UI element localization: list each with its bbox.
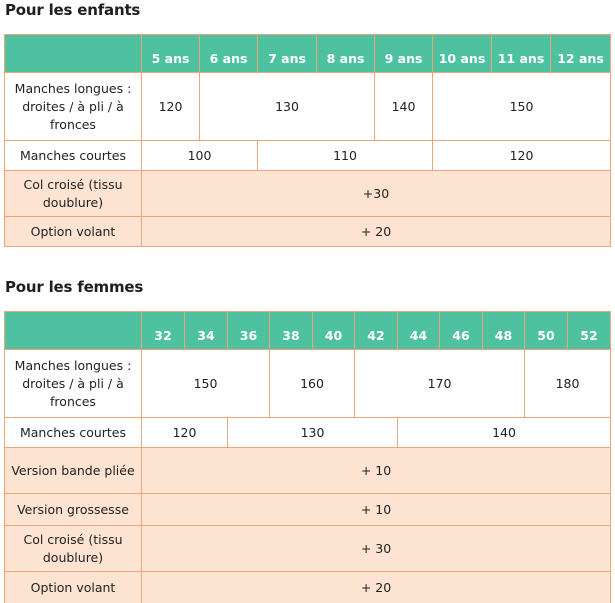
value-cell: 110	[258, 141, 433, 171]
section-title-children: Pour les enfants	[5, 1, 141, 19]
children-size-table	[4, 34, 611, 247]
row-label: Version bande pliée	[5, 448, 142, 494]
size-header-cell: 5 ans	[142, 35, 200, 73]
row-label: Manches courtes	[5, 418, 142, 448]
value-cell: + 30	[142, 526, 611, 572]
size-header-cell: 42	[355, 312, 398, 350]
size-header-cell: 8 ans	[317, 35, 375, 73]
row-label: Option volant	[5, 572, 142, 603]
value-cell: +30	[142, 171, 611, 217]
table-row	[5, 494, 611, 526]
size-header-cell: 12 ans	[551, 35, 611, 73]
value-cell: 160	[270, 350, 355, 418]
size-header-cell: 50	[525, 312, 568, 350]
section-title-women: Pour les femmes	[5, 278, 144, 296]
size-header-cell: 36	[228, 312, 270, 350]
value-cell: + 20	[142, 572, 611, 603]
size-header-cell: 11 ans	[492, 35, 551, 73]
size-header-cell: 10 ans	[433, 35, 492, 73]
value-cell: + 20	[142, 217, 611, 247]
value-cell: 120	[142, 418, 228, 448]
table-row	[5, 217, 611, 247]
value-cell: 140	[398, 418, 611, 448]
size-header-cell: 40	[313, 312, 355, 350]
size-header-cell: 44	[398, 312, 440, 350]
table-row	[5, 572, 611, 603]
table-row	[5, 141, 611, 171]
value-cell: 130	[200, 73, 375, 141]
table-row	[5, 526, 611, 572]
size-header-cell: 32	[142, 312, 185, 350]
table-row	[5, 350, 611, 418]
row-label: Manches longues : droites / à pli / à fronces	[5, 350, 142, 418]
row-label: Col croisé (tissu doublure)	[5, 526, 142, 572]
value-cell: 180	[525, 350, 611, 418]
value-cell: 120	[433, 141, 611, 171]
header-empty-cell	[5, 35, 142, 73]
size-header-cell: 34	[185, 312, 228, 350]
size-header-cell: 7 ans	[258, 35, 317, 73]
table-row	[5, 448, 611, 494]
size-header-cell: 48	[483, 312, 525, 350]
row-label: Manches longues : droites / à pli / à fronces	[5, 73, 142, 141]
value-cell: 170	[355, 350, 525, 418]
size-header-cell: 46	[440, 312, 483, 350]
size-header-cell: 6 ans	[200, 35, 258, 73]
value-cell: 150	[433, 73, 611, 141]
women-header-row	[5, 312, 611, 350]
table-row	[5, 73, 611, 141]
value-cell: 120	[142, 73, 200, 141]
header-empty-cell	[5, 312, 142, 350]
children-header-row	[5, 35, 611, 73]
value-cell: 130	[228, 418, 398, 448]
value-cell: 140	[375, 73, 433, 141]
table-row	[5, 418, 611, 448]
row-label: Col croisé (tissu doublure)	[5, 171, 142, 217]
value-cell: + 10	[142, 494, 611, 526]
women-size-table	[4, 311, 611, 603]
row-label: Option volant	[5, 217, 142, 247]
size-header-cell: 38	[270, 312, 313, 350]
table-row	[5, 171, 611, 217]
row-label: Manches courtes	[5, 141, 142, 171]
size-header-cell: 52	[568, 312, 611, 350]
value-cell: + 10	[142, 448, 611, 494]
value-cell: 100	[142, 141, 258, 171]
row-label: Version grossesse	[5, 494, 142, 526]
value-cell: 150	[142, 350, 270, 418]
size-header-cell: 9 ans	[375, 35, 433, 73]
